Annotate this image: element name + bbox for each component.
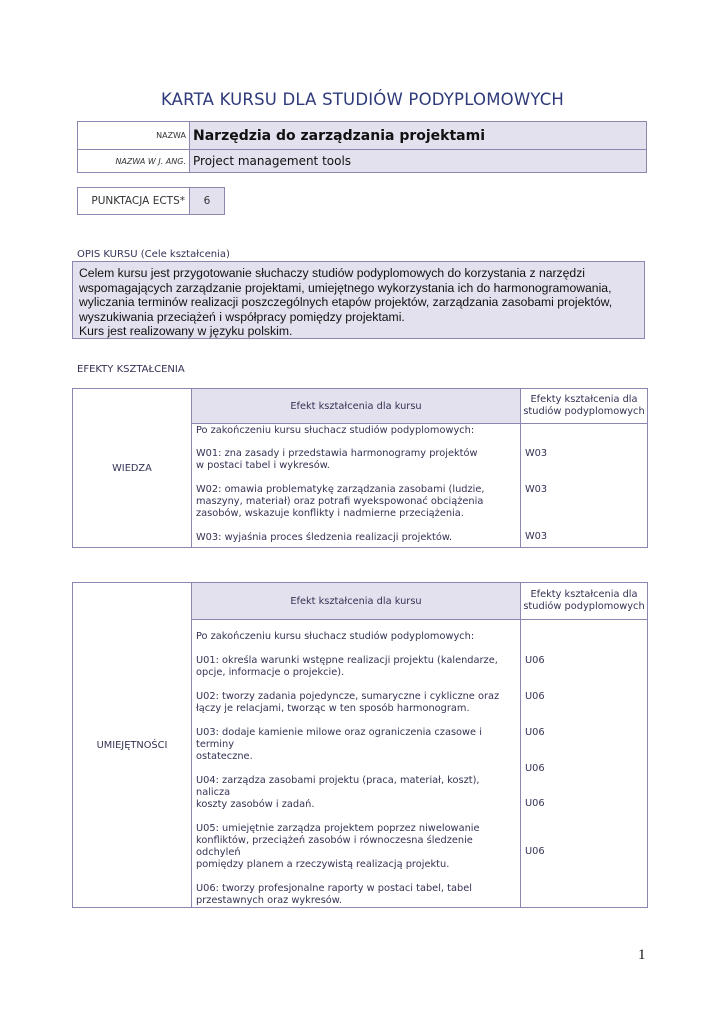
list-item-line: w postaci tabel i wykresów.	[196, 460, 330, 471]
wiedza-table	[72, 388, 648, 548]
efekty-label: EFEKTY KSZTAŁCENIA	[77, 364, 185, 375]
opis-line: Celem kursu jest przygotowanie słuchaczy studiów podyplomowych do korzystania z narzędzi	[79, 266, 586, 280]
umiejetnosci-items	[192, 620, 521, 908]
list-item-line: ostateczne.	[196, 751, 253, 762]
umiejetnosci-intro: Po zakończeniu kursu słuchacz studiów podyplomowych:	[196, 631, 475, 642]
list-item	[196, 655, 516, 679]
list-item	[196, 532, 516, 544]
list-item-line: W02: omawia problematykę zarządzania zasobami (ludzie,	[196, 484, 485, 495]
list-item	[196, 691, 516, 715]
code: U06	[525, 763, 545, 774]
list-item-line: pomiędzy planem a rzeczywistą realizacją projektu.	[196, 859, 450, 870]
opis-line: wyliczania terminów realizacji poszczególnych etapów projektów, zarządzania zasobami projektów,	[79, 295, 613, 310]
code: W03	[525, 484, 548, 495]
wiedza-intro: Po zakończeniu kursu słuchacz studiów podyplomowych:	[196, 425, 475, 436]
opis-label: OPIS KURSU (Cele kształcenia)	[77, 249, 230, 260]
umiejetnosci-col2-header: Efekty kształcenia dla studiów podyplomowych	[521, 583, 648, 620]
list-item-line: U03: dodaje kamienie milowe oraz ograniczenia czasowe i terminy	[196, 727, 482, 750]
list-item-line: U01: określa warunki wstępne realizacji projektu (kalendarze,	[196, 655, 498, 666]
list-item-line: koszty zasobów i zadań.	[196, 799, 315, 810]
list-item-line: U06: tworzy profesjonalne raporty w postaci tabel, tabel	[196, 883, 472, 894]
wiedza-category: WIEDZA	[73, 389, 192, 548]
page-title: KARTA KURSU DLA STUDIÓW PODYPLOMOWYCH	[160, 90, 565, 109]
umiejetnosci-col-header: Efekt kształcenia dla kursu	[192, 583, 521, 620]
code: U06	[525, 655, 545, 666]
list-item	[196, 823, 516, 871]
list-item	[196, 484, 516, 520]
list-item-line: zasobów, wskazuje konflikty i nadmierne przeciążenia.	[196, 508, 464, 519]
code: U06	[525, 727, 545, 738]
list-item-line: maszyny, materiał) oraz potrafi wyekspowonać obciążenia	[196, 496, 484, 507]
list-item-line: W03: wyjaśnia proces śledzenia realizacji projektów.	[196, 532, 453, 543]
opis-line: wspomagających zarządzanie projektami, umiejętnego wykorzystania ich do harmonogramowania,	[79, 280, 612, 295]
opis-line: Kurs jest realizowany w języku polskim.	[79, 324, 293, 339]
list-item-line: U02: tworzy zadania pojedyncze, sumaryczne i cykliczne oraz	[196, 691, 500, 702]
list-item-line: U05: umiejętnie zarządza projektem poprzez niwelowanie	[196, 823, 480, 834]
course-name-table	[77, 121, 647, 173]
code: W03	[525, 448, 548, 459]
opis-box	[72, 261, 645, 339]
code: U06	[525, 798, 545, 809]
umiejetnosci-codes	[521, 620, 648, 908]
name-label: NAZWA	[78, 122, 190, 150]
list-item-line: przestawnych oraz wykresów.	[196, 895, 343, 906]
list-item	[196, 727, 516, 763]
wiedza-col2-header: Efekty kształcenia dla studiów podyplomowych	[521, 389, 648, 424]
ects-label: PUNKTACJA ECTS*	[78, 188, 190, 215]
wiedza-col-header: Efekt kształcenia dla kursu	[192, 389, 521, 424]
page-number: 1	[638, 947, 646, 963]
code: U06	[525, 846, 545, 857]
ects-table	[77, 187, 225, 215]
list-item-line: opcje, informacje o projekcie).	[196, 667, 345, 678]
opis-line: wyszukiwania przeciążeń i współpracy pomiędzy projektami.	[79, 309, 405, 324]
list-item-line: W01: zna zasady i przedstawia harmonogramy projektów	[196, 448, 478, 459]
code: U06	[525, 691, 545, 702]
list-item	[196, 448, 516, 472]
list-item	[196, 775, 516, 811]
list-item-line: konfliktów, przeciążeń zasobów i równoczesna śledzenie odchyleń	[196, 835, 473, 858]
name-value: Narzędzia do zarządzania projektami	[190, 122, 647, 150]
code: W03	[525, 531, 548, 542]
name-en-value: Project management tools	[190, 150, 647, 173]
list-item	[196, 883, 516, 907]
list-item-line: U04: zarządza zasobami projektu (praca, materiał, koszt), nalicza	[196, 775, 480, 798]
name-en-label: NAZWA W J. ANG.	[78, 150, 190, 173]
ects-value: 6	[190, 188, 225, 215]
list-item-line: łączy je relacjami, tworząc w ten sposób harmonogram.	[196, 703, 470, 714]
umiejetnosci-category: UMIEJĘTNOŚCI	[73, 583, 192, 908]
wiedza-codes	[521, 424, 648, 548]
umiejetnosci-table	[72, 582, 648, 908]
wiedza-items	[192, 424, 521, 548]
